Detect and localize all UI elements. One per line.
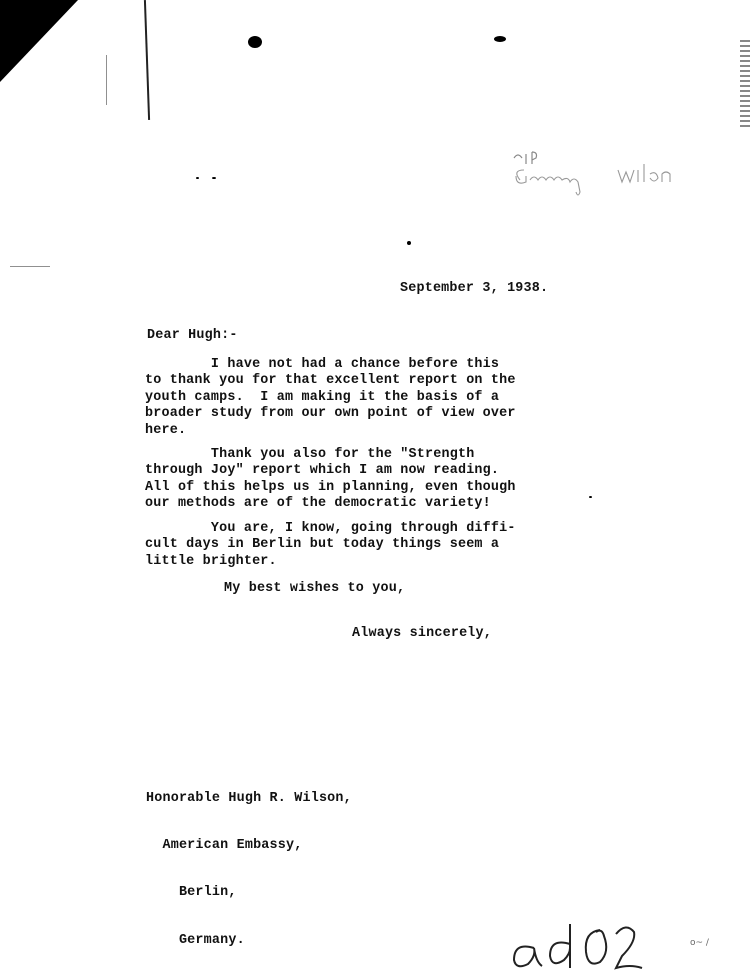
address-line-1: Honorable Hugh R. Wilson, <box>146 790 352 806</box>
ink-blot <box>494 36 506 42</box>
scan-edge-line <box>144 0 150 120</box>
scan-edge-line <box>10 266 50 267</box>
address-line-4: Germany. <box>146 932 245 948</box>
ink-dot <box>212 177 216 179</box>
address-line-2: American Embassy, <box>146 837 303 853</box>
address-line-3: Berlin, <box>146 885 237 901</box>
handwritten-mark-ad02 <box>508 918 658 972</box>
ink-dot <box>407 241 411 245</box>
recipient-address <box>146 759 352 980</box>
letter-closing: Always sincerely, <box>352 626 493 641</box>
scan-edge-line <box>106 55 107 105</box>
handwritten-note-germany-wilson <box>512 150 692 200</box>
scan-corner-shadow <box>0 0 78 82</box>
letter-salutation: Dear Hugh:- <box>147 328 238 343</box>
letter-paragraph-1: I have not had a chance before this to thank you for that excellent report on the youth camps. I am making it the basis of a broader study from our own point of view over here. <box>145 357 516 438</box>
ink-blot <box>248 36 262 48</box>
letter-date: September 3, 1938. <box>400 281 549 296</box>
ink-dot <box>589 496 592 498</box>
letter-paragraph-3: You are, I know, going through diffi- cult days in Berlin but today things seem a little brighter. <box>145 521 516 569</box>
letter-best-wishes: My best wishes to you, <box>224 581 406 596</box>
ink-dot <box>196 177 199 179</box>
letter-paragraph-2: Thank you also for the "Strength through Joy" report which I am now reading. All of this helps us in planning, even though our methods are of the democratic variety! <box>145 447 516 512</box>
scan-edge-strip <box>740 40 750 128</box>
margin-mark: o~ / <box>690 938 709 948</box>
